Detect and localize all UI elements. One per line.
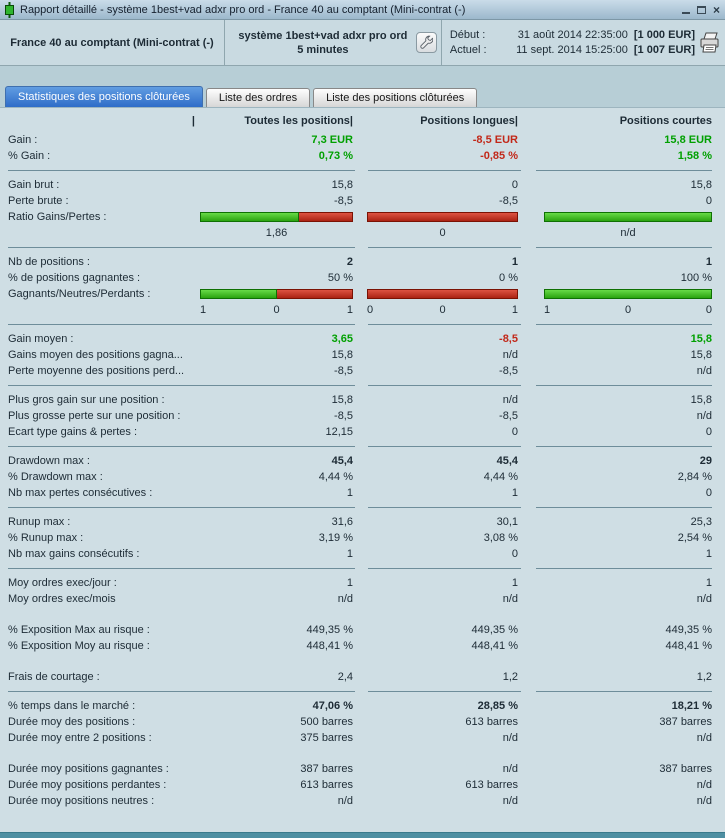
cell-value: 45,4 (331, 455, 353, 467)
bar-green-segment (200, 289, 277, 299)
report-header (0, 20, 725, 66)
row-label: % Runup max : (8, 532, 84, 544)
cell-value: 1,58 % (677, 150, 712, 162)
divider-segment (8, 568, 355, 569)
section-gap (0, 655, 725, 668)
system-timeframe: 5 minutes (297, 43, 349, 56)
header-column-3: Positions courtes (619, 115, 712, 127)
header-column-2: Positions longues| (420, 115, 518, 127)
table-row (0, 408, 725, 424)
bar-red-segment (367, 212, 518, 222)
divider-segment (536, 385, 712, 386)
divider-segment (536, 170, 712, 171)
instrument-name (0, 20, 225, 65)
current-capital: [1 007 EUR] (633, 43, 695, 56)
section-divider (8, 507, 725, 508)
row-label: Drawdown max : (8, 455, 90, 467)
table-row (0, 761, 725, 777)
cell-value: 449,35 % (306, 624, 353, 636)
cell-value: 12,15 (325, 426, 353, 438)
instrument-label: France 40 au comptant (Mini-contrat (-) (10, 36, 214, 49)
table-row (0, 714, 725, 730)
divider-segment (8, 247, 355, 248)
stats-section (0, 131, 725, 165)
cell-value: 45,4 (496, 455, 518, 467)
period-current-row (450, 43, 695, 58)
divider-segment (368, 247, 521, 248)
table-row (0, 638, 725, 654)
row-label: Gain : (8, 134, 38, 146)
cell-value: 1 (705, 256, 712, 268)
cell-value: 1 (346, 487, 353, 499)
divider-segment (8, 324, 355, 325)
cell-value: 448,41 % (306, 640, 353, 652)
stats-section (0, 176, 725, 242)
cell-value: n/d (696, 410, 712, 422)
candlestick-icon (4, 2, 15, 18)
settings-wrench-button[interactable] (416, 32, 437, 53)
cell-value: -8,5 (499, 365, 518, 377)
cell-value: 2 (346, 256, 353, 268)
cell-value: 613 barres (300, 779, 353, 791)
row-label: % Gain : (8, 150, 51, 162)
table-row (0, 530, 725, 546)
cell-value: 3,08 % (483, 532, 518, 544)
table-row (0, 591, 725, 607)
cell-value: 7,3 EUR (311, 134, 353, 146)
bar-green-segment (544, 212, 712, 222)
row-label: Moy ordres exec/jour : (8, 577, 117, 589)
section-divider (8, 385, 725, 386)
cell-value: 15,8 (690, 333, 712, 345)
cell-value: n/d (502, 763, 518, 775)
bar-caption: 0 (439, 227, 446, 239)
table-row (0, 793, 725, 809)
cell-value: 449,35 % (471, 624, 518, 636)
bar-caption: n/d (620, 227, 636, 239)
cell-bar (195, 209, 353, 225)
cell-value: 387 barres (300, 763, 353, 775)
section-gap (0, 747, 725, 760)
table-row (0, 698, 725, 714)
row-label: Gain brut : (8, 179, 60, 191)
header-label-column: | (191, 115, 195, 127)
divider-segment (368, 170, 521, 171)
stats-table (0, 131, 725, 810)
cell-value: -8,5 (334, 410, 353, 422)
cell-value: 613 barres (465, 779, 518, 791)
cell-value: 1,2 (502, 671, 518, 683)
table-row (0, 777, 725, 793)
divider-segment (8, 446, 355, 447)
row-label: % Exposition Moy au risque : (8, 640, 150, 652)
divider-segment (368, 691, 521, 692)
table-row (0, 730, 725, 746)
bar-red-segment (277, 289, 354, 299)
cell-value: n/d (696, 593, 712, 605)
cell-value: -8,5 (334, 195, 353, 207)
cell-value: 449,35 % (665, 624, 712, 636)
cell-value: 387 barres (659, 716, 712, 728)
bar-scale-value: 0 (367, 304, 374, 316)
start-label: Début : (449, 28, 486, 41)
cell-value: 2,54 % (677, 532, 712, 544)
cell-value: 3,19 % (318, 532, 353, 544)
divider-segment (368, 507, 521, 508)
row-label: Durée moy des positions : (8, 716, 136, 728)
row-label: Perte moyenne des positions perd... (8, 365, 185, 377)
cell-bar (353, 209, 518, 225)
row-label: Plus gros gain sur une position : (8, 394, 165, 406)
cell-value: 47,06 % (312, 700, 353, 712)
table-header (0, 111, 725, 131)
row-label: Gains moyen des positions gagna... (8, 349, 183, 361)
gain-loss-bar (544, 289, 712, 299)
header-column-1: Toutes les positions| (244, 115, 353, 127)
row-label: Nb de positions : (8, 256, 90, 268)
cell-value: 448,41 % (665, 640, 712, 652)
row-label: % Drawdown max : (8, 471, 103, 483)
row-label: Gain moyen : (8, 333, 74, 345)
row-label: Plus grosse perte sur une position : (8, 410, 181, 422)
cell-value: n/d (696, 365, 712, 377)
divider-segment (536, 691, 712, 692)
divider-segment (368, 568, 521, 569)
gain-loss-bar (367, 212, 518, 222)
cell-value: 0 (511, 426, 518, 438)
section-gap (0, 608, 725, 621)
bar-scale (353, 302, 518, 319)
tab-liste-ordres[interactable]: Liste des ordres (206, 88, 310, 107)
table-row (0, 392, 725, 408)
table-row (0, 363, 725, 379)
row-label: Durée moy positions perdantes : (8, 779, 167, 791)
stats-section (0, 513, 725, 563)
header-tabs-gap (0, 66, 725, 86)
row-label: Nb max gains consécutifs : (8, 548, 140, 560)
cell-value: n/d (337, 795, 353, 807)
table-row (0, 270, 725, 286)
bar-scale (195, 302, 353, 319)
cell-bar (195, 286, 353, 302)
table-row (0, 622, 725, 638)
row-label: Durée moy positions neutres : (8, 795, 155, 807)
divider-segment (536, 568, 712, 569)
cell-value: 0 (705, 195, 712, 207)
divider-segment (536, 324, 712, 325)
gain-loss-bar (367, 289, 518, 299)
section-divider (8, 568, 725, 569)
maximize-button[interactable] (697, 6, 706, 14)
cell-value: -8,5 (499, 410, 518, 422)
stats-section (0, 391, 725, 441)
cell-value: 0,73 % (318, 150, 353, 162)
cell-value: 29 (699, 455, 712, 467)
divider-segment (536, 507, 712, 508)
tab-statistiques[interactable]: Statistiques des positions clôturées (5, 86, 203, 107)
table-row (0, 575, 725, 591)
table-row (0, 546, 725, 562)
table-row (0, 209, 725, 225)
table-row (0, 669, 725, 685)
cell-value: 0 (705, 426, 712, 438)
cell-value: 4,44 % (318, 471, 353, 483)
cell-value: -8,5 (499, 195, 518, 207)
cell-value: -8,5 (499, 333, 518, 345)
bar-green-segment (200, 212, 299, 222)
table-row (0, 193, 725, 209)
table-row (0, 453, 725, 469)
row-label: Moy ordres exec/mois (8, 593, 116, 605)
cell-value: 100 % (680, 272, 712, 284)
start-capital: [1 000 EUR] (633, 28, 695, 41)
cell-value: 1 (511, 256, 518, 268)
bar-caption: 1,86 (265, 227, 288, 239)
table-row (0, 148, 725, 164)
bar-green-segment (544, 289, 712, 299)
table-row (0, 347, 725, 363)
cell-value: 30,1 (496, 516, 518, 528)
section-divider (8, 324, 725, 325)
system-name: système 1best+vad adxr pro ord (238, 29, 408, 42)
cell-value: 1 (346, 548, 353, 560)
cell-value: 0 (511, 548, 518, 560)
cell-value: 25,3 (690, 516, 712, 528)
bar-scale (518, 302, 712, 319)
cell-value: 1 (511, 577, 518, 589)
cell-bar (353, 286, 518, 302)
cell-value: 2,4 (337, 671, 353, 683)
row-label: Ecart type gains & pertes : (8, 426, 138, 438)
cell-value: n/d (502, 593, 518, 605)
cell-value: 375 barres (300, 732, 353, 744)
row-label: Frais de courtage : (8, 671, 100, 683)
bar-scale-value: 1 (346, 304, 353, 316)
divider-segment (368, 446, 521, 447)
cell-value: 15,8 (690, 394, 712, 406)
cell-value: 500 barres (300, 716, 353, 728)
table-row (0, 485, 725, 501)
divider-segment (536, 247, 712, 248)
cell-value: 3,65 (331, 333, 353, 345)
bar-scale-value: 0 (439, 304, 446, 316)
row-label: % temps dans le marché : (8, 700, 136, 712)
tab-liste-positions[interactable]: Liste des positions clôturées (313, 88, 477, 107)
bar-scale-value: 1 (544, 304, 551, 316)
bar-scale-value: 1 (200, 304, 207, 316)
row-label: Durée moy entre 2 positions : (8, 732, 152, 744)
cell-value: 18,21 % (671, 700, 712, 712)
window-title: Rapport détaillé - système 1best+vad adxr pro ord - France 40 au comptant (Mini-contrat (-) (20, 3, 466, 16)
cell-value: 0 (705, 487, 712, 499)
cell-value: 387 barres (659, 763, 712, 775)
system-info (225, 20, 442, 65)
bar-scale-value: 0 (624, 304, 632, 316)
bar-scale-value: 1 (511, 304, 518, 316)
row-label (8, 225, 195, 242)
row-label: Gagnants/Neutres/Perdants : (8, 288, 151, 300)
tab-bar (0, 86, 725, 107)
stats-section (0, 253, 725, 319)
cell-value: 4,44 % (483, 471, 518, 483)
cell-value: 15,8 (331, 394, 353, 406)
stats-panel (0, 107, 725, 832)
bar-scale-value: 0 (705, 304, 712, 316)
cell-value: -8,5 EUR (472, 134, 518, 146)
wrench-icon (419, 35, 433, 49)
printer-icon (698, 32, 722, 54)
section-divider (8, 247, 725, 248)
table-row (0, 177, 725, 193)
stats-section (0, 697, 725, 747)
cell-value: 15,8 (331, 349, 353, 361)
stats-section (0, 452, 725, 502)
gain-loss-bar (200, 289, 353, 299)
cell-value: n/d (696, 732, 712, 744)
gain-loss-bar (544, 212, 712, 222)
cell-value: 0 % (499, 272, 518, 284)
row-label: % Exposition Max au risque : (8, 624, 150, 636)
row-label: % de positions gagnantes : (8, 272, 141, 284)
cell-value: 0 (511, 179, 518, 191)
bar-red-segment (299, 212, 353, 222)
table-row (0, 225, 725, 241)
section-divider (8, 446, 725, 447)
cell-value: 1 (705, 577, 712, 589)
section-divider (8, 691, 725, 692)
current-datetime: 11 sept. 2014 15:25:00 (516, 43, 628, 56)
table-row (0, 514, 725, 530)
section-divider (8, 170, 725, 171)
minimize-button[interactable] (682, 6, 690, 14)
row-label: Ratio Gains/Pertes : (8, 211, 107, 223)
cell-value: 613 barres (465, 716, 518, 728)
stats-section (0, 621, 725, 655)
cell-value: n/d (502, 795, 518, 807)
print-button[interactable] (698, 32, 722, 57)
table-row (0, 132, 725, 148)
cell-value: 1 (346, 577, 353, 589)
cell-value: 28,85 % (477, 700, 518, 712)
current-label: Actuel : (449, 43, 487, 56)
bar-scale-value: 0 (273, 304, 280, 316)
title-bar[interactable] (0, 0, 725, 20)
table-row (0, 469, 725, 485)
cell-value: n/d (502, 732, 518, 744)
cell-value: 15,8 (331, 179, 353, 191)
gain-loss-bar (200, 212, 353, 222)
cell-bar (518, 286, 712, 302)
close-button[interactable]: × (712, 2, 720, 17)
stats-section (0, 668, 725, 686)
cell-value: 2,84 % (677, 471, 712, 483)
cell-value: 15,8 (690, 349, 712, 361)
cell-value: 50 % (327, 272, 353, 284)
cell-value: 1 (511, 487, 518, 499)
row-label (8, 302, 195, 319)
cell-bar (518, 209, 712, 225)
row-label: Durée moy positions gagnantes : (8, 763, 169, 775)
row-label: Runup max : (8, 516, 71, 528)
divider-segment (8, 385, 355, 386)
table-row (0, 331, 725, 347)
stats-section (0, 760, 725, 810)
row-label: Perte brute : (8, 195, 69, 207)
table-row (0, 254, 725, 270)
divider-segment (8, 507, 355, 508)
bottom-strip (0, 832, 725, 838)
divider-segment (8, 691, 355, 692)
stats-section (0, 574, 725, 608)
cell-value: 15,8 EUR (664, 134, 712, 146)
table-row (0, 302, 725, 318)
cell-value: -0,85 % (480, 150, 518, 162)
row-label: Nb max pertes consécutives : (8, 487, 153, 499)
cell-value: n/d (502, 394, 518, 406)
cell-value: 1,2 (696, 671, 712, 683)
cell-value: n/d (337, 593, 353, 605)
cell-value: -8,5 (334, 365, 353, 377)
table-row (0, 424, 725, 440)
cell-value: 31,6 (331, 516, 353, 528)
cell-value: 15,8 (690, 179, 712, 191)
divider-segment (368, 385, 521, 386)
table-row (0, 286, 725, 302)
cell-value: 1 (705, 548, 712, 560)
start-datetime: 31 août 2014 22:35:00 (517, 28, 628, 41)
bar-red-segment (367, 289, 518, 299)
cell-value: n/d (696, 779, 712, 791)
divider-segment (8, 170, 355, 171)
cell-value: n/d (502, 349, 518, 361)
divider-segment (368, 324, 521, 325)
period-start-row (450, 28, 695, 43)
divider-segment (536, 446, 712, 447)
period-info (442, 20, 725, 65)
cell-value: n/d (696, 795, 712, 807)
window-controls (682, 2, 721, 17)
cell-value: 448,41 % (471, 640, 518, 652)
stats-section (0, 330, 725, 380)
